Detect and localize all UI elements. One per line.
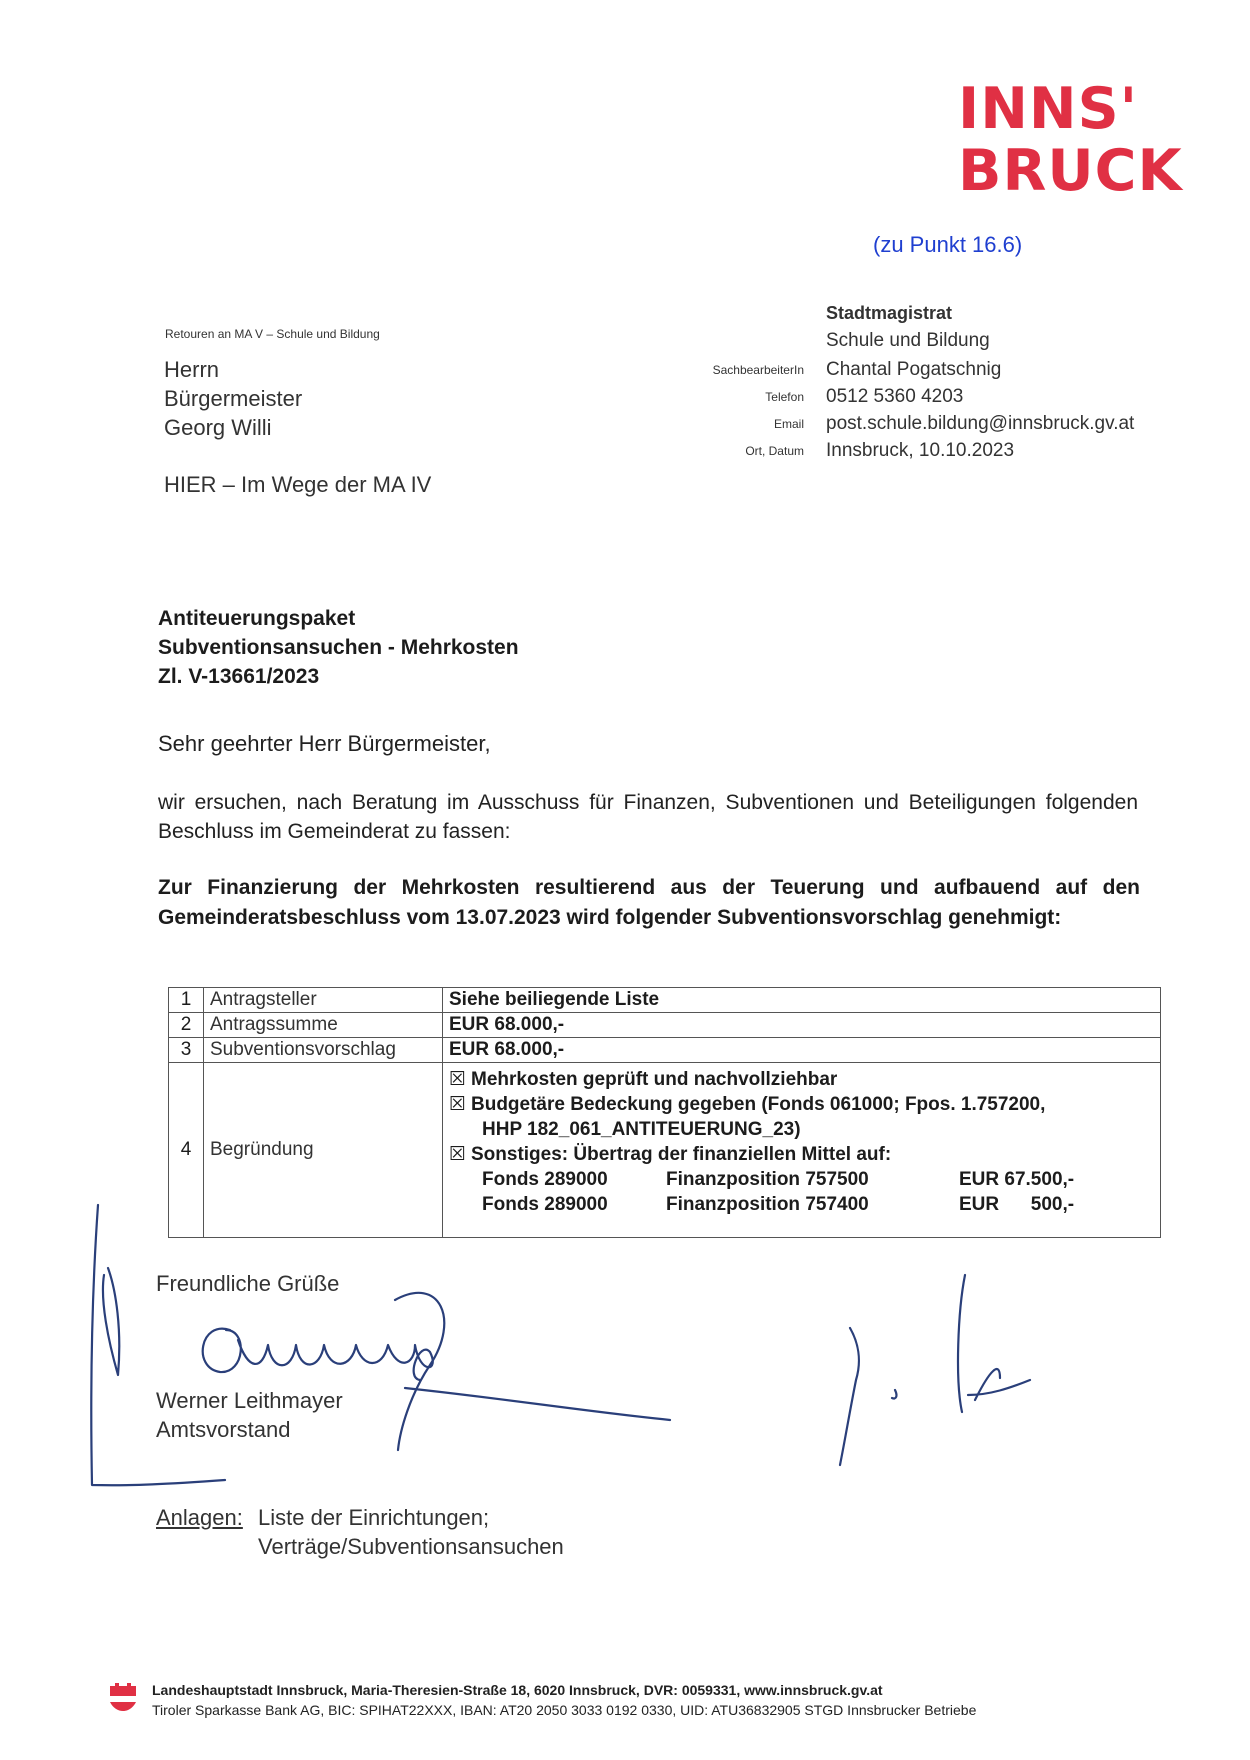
subject-line: Subventionsansuchen - Mehrkosten (158, 636, 519, 659)
field-label: Ort, Datum (745, 443, 804, 458)
agenda-reference: (zu Punkt 16.6) (873, 232, 1023, 257)
table-row (169, 988, 1161, 1013)
sender-details (690, 356, 1134, 464)
row-key: Antragssumme (204, 1013, 443, 1038)
innsbruck-logo (958, 78, 1198, 202)
footer-bank: Tiroler Sparkasse Bank AG, BIC: SPIHAT22XXX, IBAN: AT20 2050 3033 0192 0330, UID: ATU36832905 STGD Innsbrucker Betriebe (152, 1702, 977, 1718)
subject-line: Antiteuerungspaket (158, 607, 356, 630)
sender-organization: Stadtmagistrat (826, 303, 953, 323)
initials-mark (840, 1275, 1030, 1465)
row-number: 1 (169, 988, 204, 1013)
fund-amount: EUR 67.500,- (959, 1169, 1075, 1190)
footer-address-text: Landeshauptstadt Innsbruck, Maria-Theresien-Straße 18, 6020 Innsbruck, DVR: 0059331, www.innsbruck.gv.at (152, 1682, 883, 1698)
field-label: SachbearbeiterIn (712, 362, 804, 377)
logo-line-2: BRUCK (958, 138, 1183, 204)
attachment-item: Verträge/Subventionsansuchen (258, 1534, 564, 1559)
resolution-paragraph: Zur Finanzierung der Mehrkosten resultierend aus der Teuerung und aufbauend auf den Gemeinderatsbeschluss vom 13.07.2023 wird folgender Subventionsvorschlag genehmigt: (158, 876, 1140, 929)
checked-box-icon: ☒ (449, 1094, 467, 1115)
recipient-line: Georg Willi (164, 415, 272, 440)
row-number: 3 (169, 1038, 204, 1063)
check-text: Budgetäre Bedeckung gegeben (Fonds 061000; Fpos. 1.757200, (471, 1094, 1046, 1115)
recipient-line: Herrn (164, 357, 220, 382)
fund-row (449, 1192, 1154, 1217)
fund-row (449, 1167, 1154, 1192)
attachments-block (156, 1503, 564, 1561)
footer-address (108, 1680, 976, 1700)
recipient-routing: HIER – Im Wege der MA IV (164, 472, 432, 497)
check-text: Sonstiges: Übertrag der finanziellen Mittel auf: (471, 1144, 892, 1165)
checked-box-icon: ☒ (449, 1069, 467, 1090)
row-key: Subventionsvorschlag (204, 1038, 443, 1063)
closing-greeting: Freundliche Grüße (156, 1271, 340, 1296)
check-item (449, 1092, 1154, 1117)
signer-block (156, 1386, 343, 1444)
subject-block (158, 604, 519, 691)
recipient-address (164, 355, 302, 442)
fund-amount: EUR 500,- (959, 1194, 1075, 1215)
recipient-line: Bürgermeister (164, 386, 303, 411)
salutation: Sehr geehrter Herr Bürgermeister, (158, 731, 491, 756)
subsidy-table (168, 987, 1161, 1238)
return-address: Retouren an MA V – Schule und Bildung (165, 327, 380, 341)
signer-name: Werner Leithmayer (156, 1388, 343, 1413)
subject-reference: Zl. V-13661/2023 (158, 665, 320, 688)
fund-id: Fonds 289000 (482, 1169, 608, 1190)
signature-loop (395, 1293, 670, 1450)
footer (108, 1680, 976, 1720)
checked-box-icon: ☒ (449, 1144, 467, 1165)
field-label: Email (773, 416, 804, 431)
check-item (449, 1067, 1154, 1092)
justification-cell (443, 1063, 1161, 1238)
field-label: Telefon (765, 389, 804, 404)
sender-department: Schule und Bildung (826, 330, 990, 351)
row-number: 4 (169, 1063, 204, 1238)
check-text-continued: HHP 182_061_ANTITEUERUNG_23) (482, 1119, 801, 1140)
row-value: Siehe beiliegende Liste (443, 988, 1161, 1013)
logo-line-1: INNS' (958, 76, 1139, 142)
check-text: Mehrkosten geprüft und nachvollziehbar (471, 1069, 838, 1090)
attachment-item: Liste der Einrichtungen; (258, 1505, 490, 1530)
email-value: post.schule.bildung@innsbruck.gv.at (826, 412, 1135, 434)
table-row (169, 1038, 1161, 1063)
field-value: 0512 5360 4203 (826, 385, 964, 407)
fund-id: Fonds 289000 (482, 1194, 608, 1215)
attachments-label: Anlagen: (156, 1505, 243, 1530)
date-value: Innsbruck, 10.10.2023 (826, 439, 1015, 461)
table-row (169, 1063, 1161, 1238)
margin-flourish-mark (103, 1268, 119, 1375)
row-value: EUR 68.000,- (443, 1038, 1161, 1063)
table-row (169, 1013, 1161, 1038)
row-key: Antragsteller (204, 988, 443, 1013)
row-key: Begründung (204, 1063, 443, 1238)
field-value: Chantal Pogatschnig (826, 358, 1002, 380)
row-value: EUR 68.000,- (443, 1013, 1161, 1038)
check-item (449, 1142, 1154, 1167)
fund-position: Finanzposition 757500 (666, 1169, 869, 1190)
fund-position: Finanzposition 757400 (666, 1194, 869, 1215)
body-paragraph: wir ersuchen, nach Beratung im Ausschuss für Finanzen, Subventionen und Beteiligungen folgenden Beschluss im Gemeinderat zu fassen: (158, 791, 1138, 843)
row-number: 2 (169, 1013, 204, 1038)
signer-title: Amtsvorstand (156, 1417, 291, 1442)
signature-main (203, 1329, 433, 1380)
